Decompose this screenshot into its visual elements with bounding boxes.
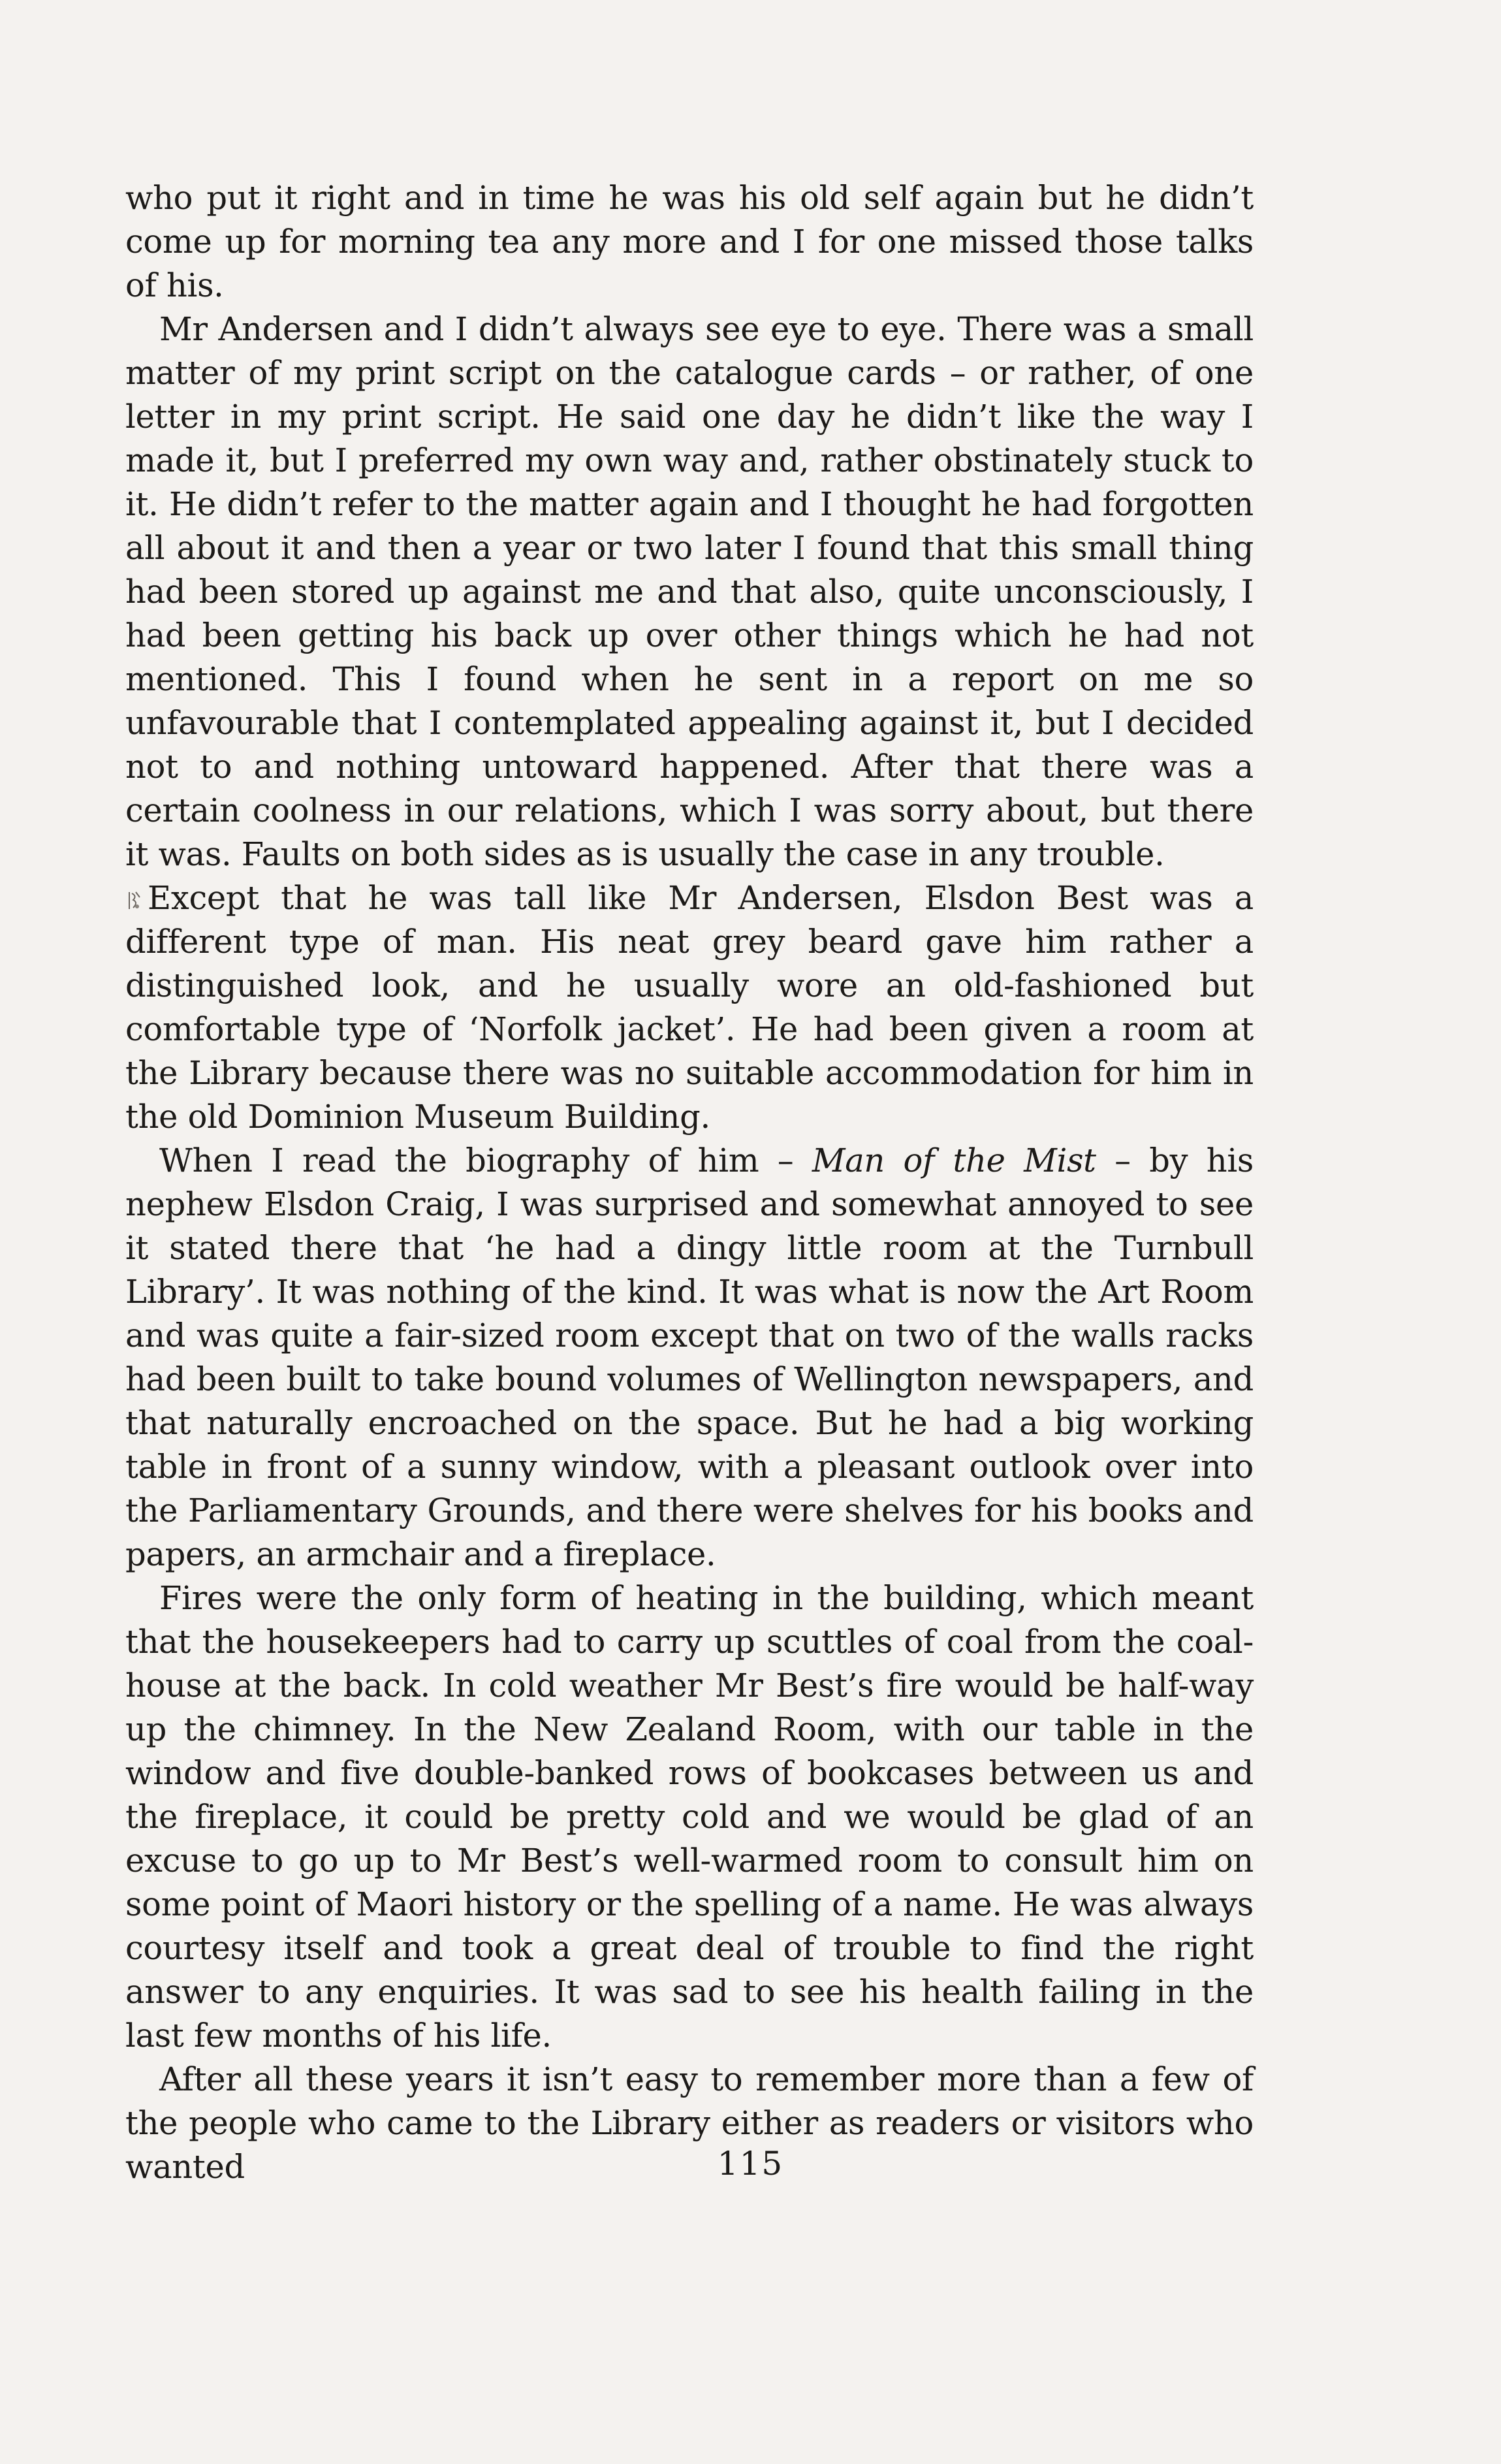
page-number: 115 <box>717 2145 784 2183</box>
paragraph-4-lead: When I read the biography of him – <box>159 1142 812 1179</box>
paragraph-4-rest: – by his nephew Elsdon Craig, I was surprised and somewhat annoyed to see it stated there that ‘he had a dingy little room at the Turnbull Library’. It was nothing of the kind. It was what is now the Art Room and was quite a fair-sized room except that on two of the walls racks had been built to take bound volumes of Wellington newspapers, and that naturally encroached on the space. But he had a big working table in front of a sunny window, with a pleasant outlook over into the Parliamentary Grounds, and there were shelves for his books and papers, an armchair and a fireplace. <box>125 1142 1254 1573</box>
paragraph-5: Fires were the only form of heating in the building, which meant that the housekeepers had to carry up scuttles of coal from the coal-house at the back. In cold weather Mr Best’s fire would be half-way up the chimney. In the New Zealand Room, with our table in the window and five double-banked rows of bookcases between us and the fireplace, it could be pretty cold and we would be glad of an excuse to go up to Mr Best’s well-warmed room to consult him on some point of Maori history or the spelling of a name. He was always courtesy itself and took a great deal of trouble to find the right answer to any enquiries. It was sad to see his health failing in the last few months of his life. <box>125 1579 1254 2055</box>
book-title-italic: Man of the Mist <box>812 1142 1096 1179</box>
paragraph-2: Mr Andersen and I didn’t always see eye to eye. There was a small matter of my print script on the catalogue cards – or rather, of one letter in my print script. He said one day he didn’t like the way I made it, but I preferred my own way and, rather obstinately stuck to it. He didn’t refer to the matter again and I thought he had forgotten all about it and then a year or two later I found that this small thing had been stored up against me and that also, quite unconsciously, I had been getting his back up over other things which he had not mentioned. This I found when he sent in a report on me so unfavourable that I contemplated appealing against it, but I decided not to and nothing untoward happened. After that there was a certain coolness in our relations, which I was sorry about, but there it was. Faults on both sides as is usually the case in any trouble. <box>125 310 1254 873</box>
paragraph-3-text: Except that he was tall like Mr Andersen, Elsdon Best was a different type of man. His neat grey beard gave him rather a distinguished look, and he usually wore an old-fashioned but comfortable type of ‘Norfolk jacket’. He had been given a room at the Library because there was no suitable accommodation for him in the old Dominion Museum Building. <box>125 879 1254 1136</box>
paragraph-6: After all these years it isn’t easy to remember more than a few of the people who came to the Library either as readers or visitors who wanted <box>125 2060 1254 2186</box>
body-text <box>125 176 1254 2189</box>
paragraph-3 <box>125 876 1254 1139</box>
printers-mark-icon <box>125 889 142 912</box>
paragraph-4 <box>125 1139 1254 1576</box>
paragraph-1: who put it right and in time he was his old self again but he didn’t come up for morning tea any more and I for one missed those talks of his. <box>125 179 1254 304</box>
